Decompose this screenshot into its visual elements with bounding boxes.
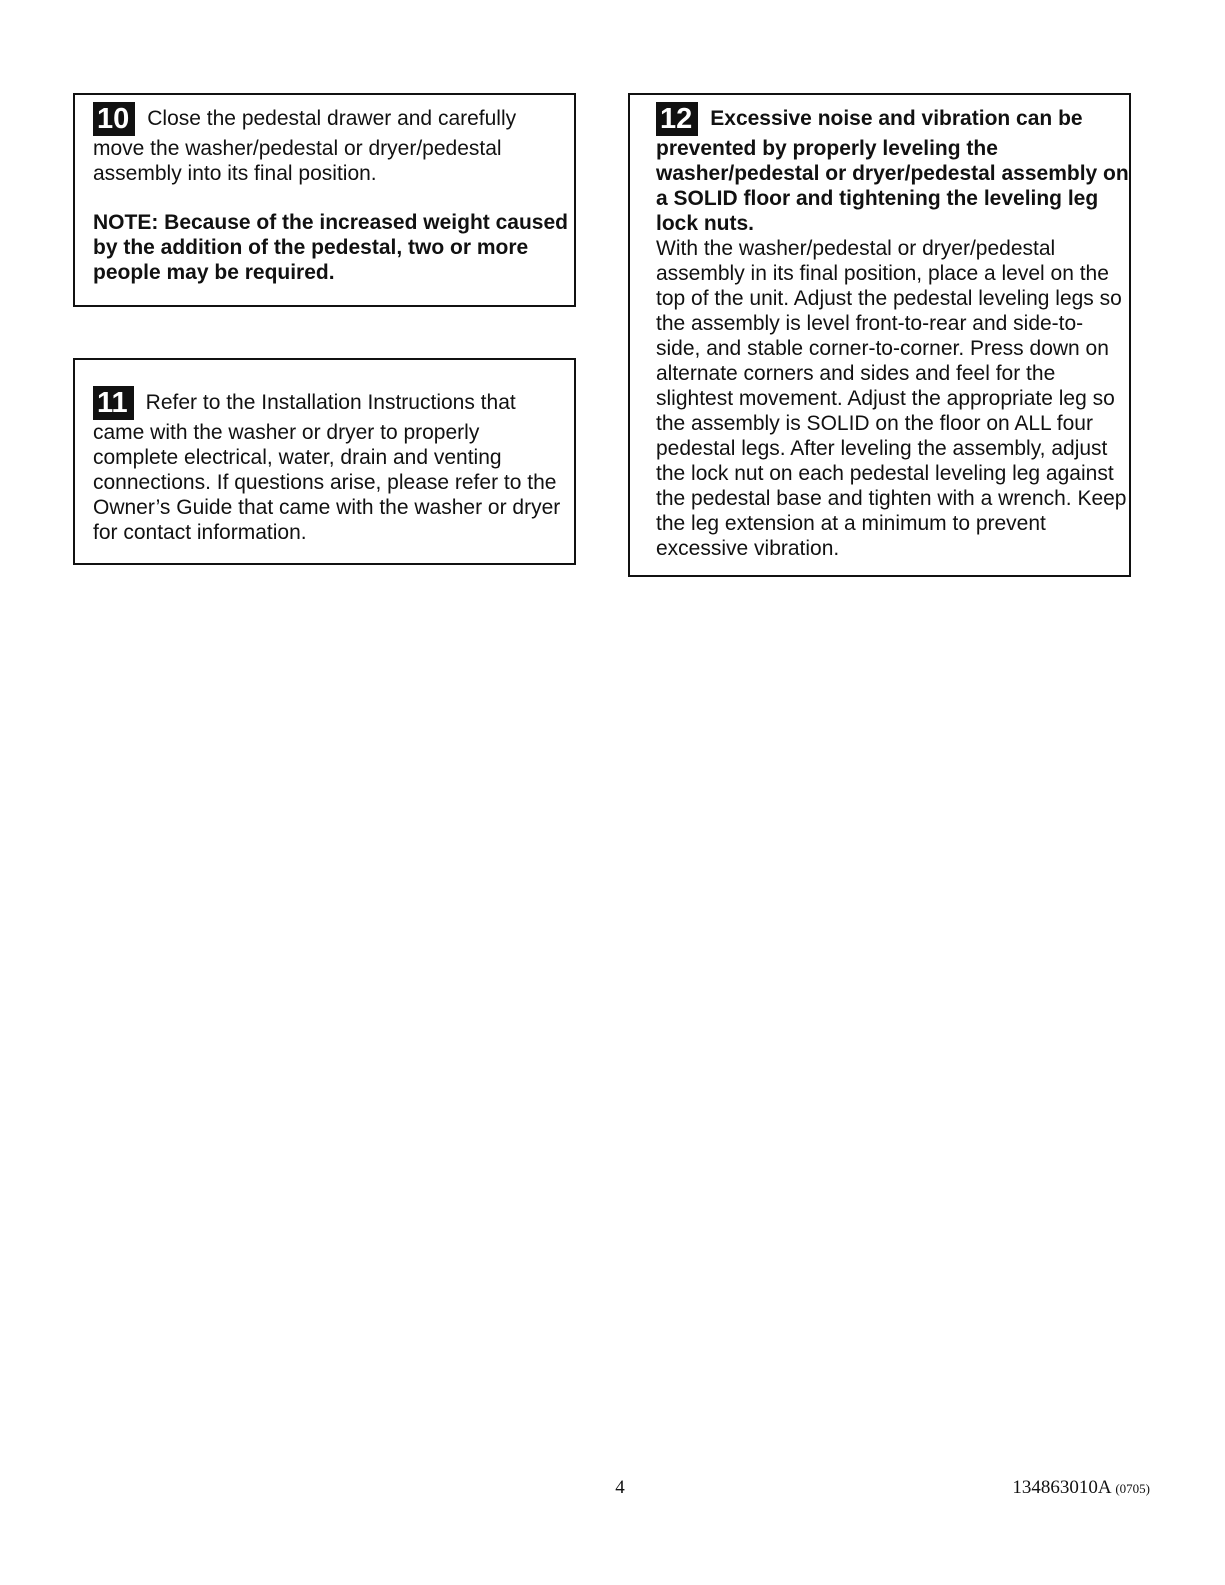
step-10-note: NOTE: Because of the increased weight caused by the addition of the pedestal, two or more people may be required.: [93, 211, 568, 284]
step-11-text: Refer to the Installation Instructions that came with the washer or dryer to properly complete electrical, water, drain and venting connections. If questions arise, please refer to the Owner’s Guide that came with the washer or dryer for contact information.: [93, 391, 561, 544]
part-number-footer: [970, 1477, 1150, 1499]
step-11-text-block: [93, 386, 568, 545]
revision-code: (0705): [1115, 1481, 1150, 1496]
page-number: 4: [615, 1477, 625, 1498]
step-10-text: Close the pedestal drawer and carefully move the washer/pedestal or dryer/pedestal assembly into its final position.: [93, 107, 517, 185]
step-11-box: [73, 358, 576, 565]
step-12-heading: Excessive noise and vibration can be prevented by properly leveling the washer/pedestal or dryer/pedestal assembly on a SOLID floor and tightening the leveling leg lock nuts.: [656, 107, 1129, 235]
step-12-box: [628, 93, 1131, 577]
step-10-number: 10: [93, 102, 135, 136]
step-12-heading-block: [656, 102, 1129, 236]
step-10-text-block: [93, 102, 568, 186]
step-12-text: With the washer/pedestal or dryer/pedestal assembly in its final position, place a level on the top of the unit. Adjust the pedestal leveling legs so the assembly is level front-to-rear and side-to-side, and stable corner-to-corner. Press down on alternate corners and sides and feel for the slightest movement. Adjust the appropriate leg so the assembly is SOLID on the floor on ALL four pedestal legs. After leveling the assembly, adjust the lock nut on each pedestal leveling leg against the pedestal base and tighten with a wrench. Keep the leg extension at a minimum to prevent excessive vibration.: [656, 237, 1127, 560]
step-10-box: [73, 93, 576, 307]
step-12-number: 12: [656, 102, 698, 136]
step-11-number: 11: [93, 386, 134, 420]
part-number: 134863010A: [1012, 1477, 1111, 1498]
